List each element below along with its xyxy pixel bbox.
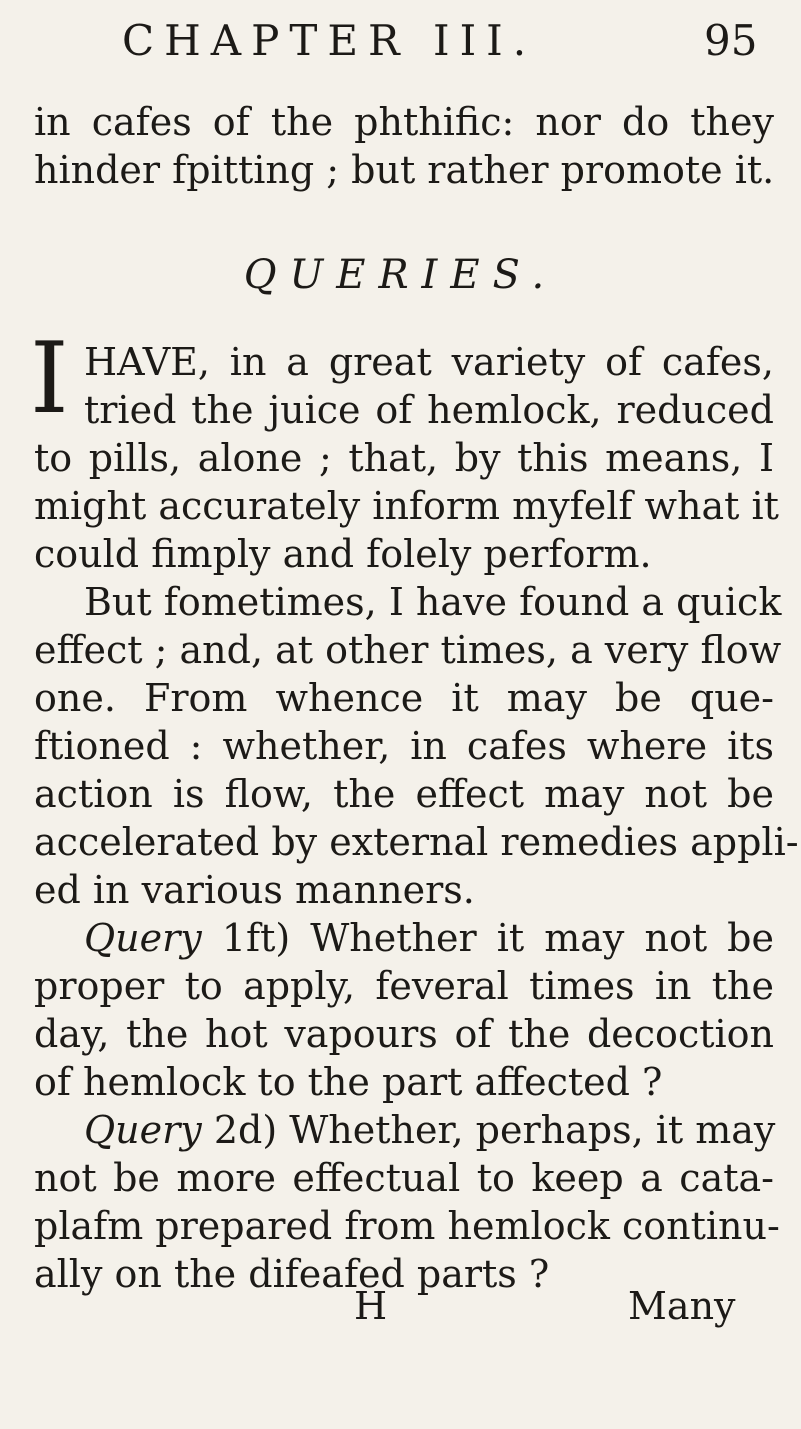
query-label: Query [84, 1108, 202, 1152]
text-line: But fometimes, I have found a quick [84, 580, 782, 624]
text-line: one. From whence it may be que- [34, 676, 774, 720]
text-line: ftioned : whether, in cafes where its [34, 724, 774, 768]
text-line: day, the hot vapours of the decoction [34, 1012, 774, 1056]
catchword: Many [628, 1284, 736, 1328]
text-line: not be more effectual to keep a cata- [34, 1156, 774, 1200]
text-line: in cafes of the phthific: nor do they [34, 100, 774, 144]
page-number: 95 [704, 16, 758, 65]
text-line: ally on the difeafed parts ? [34, 1252, 550, 1296]
query-line [84, 1106, 774, 1154]
text-line: ed in various manners. [34, 868, 475, 912]
text-line: hinder fpitting ; but rather promote it. [34, 148, 775, 192]
text-line: HAVE, in a great variety of cafes, [84, 340, 774, 384]
text-line: action is flow, the effect may not be [34, 772, 774, 816]
text-line: effect ; and, at other times, a very flow [34, 628, 782, 672]
text-line: proper to apply, feveral times in the [34, 964, 774, 1008]
text-line: accelerated by external remedies appli- [34, 820, 799, 864]
query-text: 2d) Whether, perhaps, it may [213, 1108, 776, 1152]
running-head [0, 10, 801, 70]
query-label: Query [84, 916, 202, 960]
text-line: to pills, alone ; that, by this means, I [34, 436, 774, 480]
text-line: could fimply and folely perform. [34, 532, 652, 576]
signature-mark: H [354, 1284, 388, 1328]
chapter-title: CHAPTER III. [122, 16, 537, 65]
section-heading: QUERIES. [243, 252, 558, 298]
text-line: of hemlock to the part affected ? [34, 1060, 663, 1104]
text-line: plafm prepared from hemlock continu- [34, 1204, 780, 1248]
text-line: might accurately inform myfelf what it [34, 484, 779, 528]
query-text: 1ft) Whether it may not be [221, 916, 774, 960]
drop-cap: I [30, 322, 69, 436]
text-line: tried the juice of hemlock, reduced [84, 388, 774, 432]
query-line [84, 914, 774, 962]
